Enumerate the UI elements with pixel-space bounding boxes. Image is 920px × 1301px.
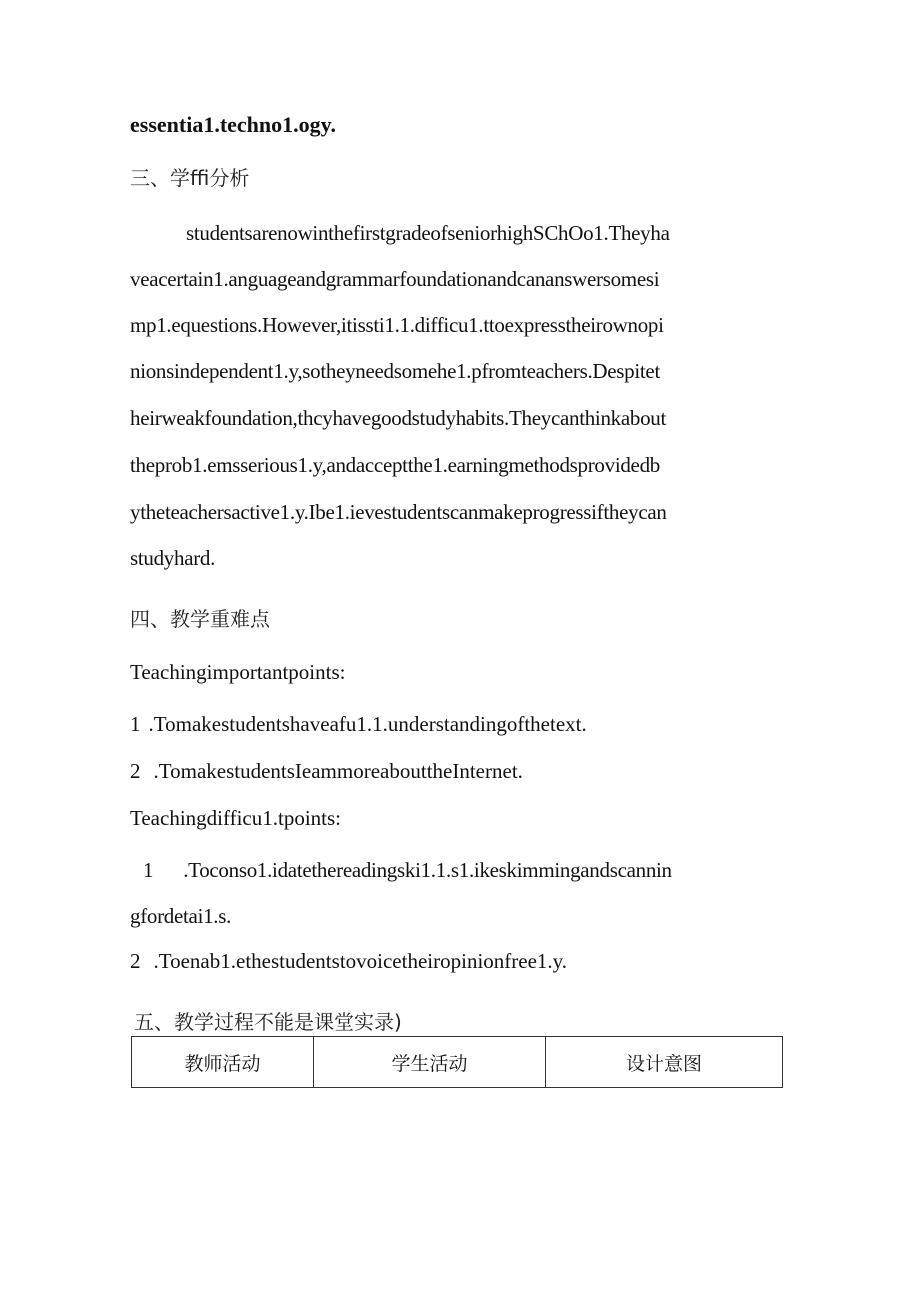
- paragraph-line: heirweakfoundation,thcyhavegoodstudyhabits.Theycanthinkabout: [130, 406, 667, 430]
- important-point-item: [130, 710, 587, 738]
- paragraph-line: studentsarenowinthefirstgradeofseniorhighSChOo1.Theyha: [186, 221, 670, 245]
- header-student-activity: 学生活动: [314, 1037, 546, 1088]
- section-3-heading: 三、学ffi分析: [130, 166, 250, 190]
- intro-tail-text: essentia1.techno1.ogy.: [130, 112, 336, 137]
- important-points-label: Teachingimportantpoints:: [130, 660, 346, 684]
- item-text: .TomakestudentsIeammoreabouttheInternet.: [153, 759, 523, 783]
- item-text: .Toconso1.idatethereadingski1.1.s1.ikeskimmingandscannin: [183, 858, 672, 882]
- paragraph-line: theprob1.emsserious1.y,andacceptthe1.earningmethodsprovidedb: [130, 453, 660, 477]
- paragraph-line: ytheteachersactive1.y.Ibe1.ievestudentscanmakeprogressiftheycan: [130, 500, 667, 524]
- important-point-item: [130, 757, 523, 785]
- paragraph-line: veacertain1.anguageandgrammarfoundationandcananswersomesi: [130, 267, 660, 291]
- header-teacher-activity: 教师活动: [132, 1037, 314, 1088]
- header-design-intent: 设计意图: [546, 1037, 783, 1088]
- section-5-heading: 五、教学过程不能是课堂实录): [134, 1010, 402, 1034]
- item-number: 2: [130, 759, 141, 783]
- difficult-points-label: Teachingdifficu1.tpoints:: [130, 806, 342, 830]
- table-header-row: [132, 1037, 783, 1088]
- difficult-point-continuation: gfordetai1.s.: [130, 904, 232, 928]
- item-text: .Tomakestudentshaveafu1.1.understandingofthetext.: [148, 712, 587, 736]
- paragraph-line: nionsindependent1.y,sotheyneedsomehe1.pfromteachers.Despitet: [130, 359, 660, 383]
- paragraph-line: studyhard.: [130, 546, 216, 570]
- item-number: 1: [130, 712, 141, 736]
- item-text: .Toenab1.ethestudentstovoicetheiropinionfree1.y.: [153, 949, 568, 973]
- difficult-point-item: [143, 856, 672, 884]
- item-number: 2: [130, 949, 141, 973]
- section-4-heading: 四、教学重难点: [130, 607, 270, 631]
- item-number: 1: [143, 858, 154, 882]
- teaching-process-table: [131, 1036, 783, 1088]
- difficult-point-item: [130, 947, 567, 975]
- paragraph-line: mp1.equestions.However,itissti1.1.difficu1.ttoexpresstheirownopi: [130, 313, 664, 337]
